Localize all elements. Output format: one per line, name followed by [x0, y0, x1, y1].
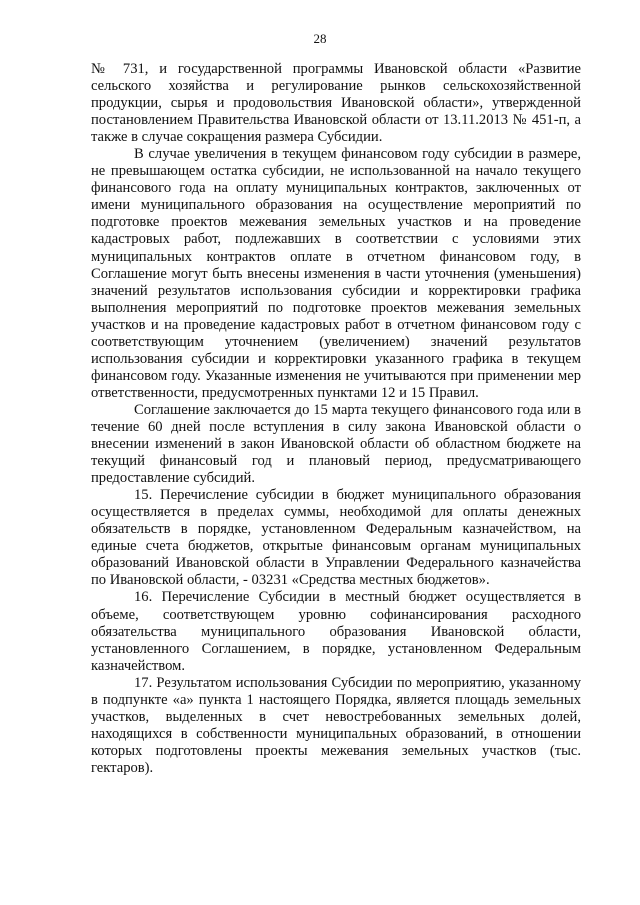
paragraph-agreement-deadline: Соглашение заключается до 15 марта текущего финансового года или в течение 60 дней после вступления в силу закона Ивановской области о внесении изменений в закон Ивановской области об областном бюджете на текущий финансовый год и плановый период, предусматривающего предоставление субсидий.: [91, 401, 581, 487]
paragraph-subsidy-increase: В случае увеличения в текущем финансовом году субсидии в размере, не превышающем остатка субсидии, не использованной на начало текущего финансового года на оплату муниципальных контрактов, заключенных от имени муниципального образования на осуществление мероприятий по подготовке проектов межевания земельных участков и на проведение кадастровых работ, подлежавших в соответствии с условиями этих муниципальных контрактов оплате в отчетном финансовом году, в Соглашение могут быть внесены изменения в части уточнения (уменьшения) значений результатов использования субсидии и корректировки графика выполнения мероприятий по подготовке проектов межевания земельных участков и на проведение кадастровых работ в отчетном финансовом году с соответствующим уточнением (увеличением) значений результатов использования субсидии и корректировки указанного графика в текущем финансовом году. Указанные изменения не учитываются при применении мер ответственности, предусмотренных пунктами 12 и 15 Правил.: [91, 146, 581, 401]
paragraph-item-17: 17. Результатом использования Субсидии по мероприятию, указанному в подпункте «а» пункта 1 настоящего Порядка, является площадь земельных участков, выделенных в счет невостребованных земельных долей, находящихся в собственности муниципальных образований, в отношении которых подготовлены проекты межевания земельных участков (тыс. гектаров).: [91, 674, 581, 776]
page-number: 28: [313, 31, 327, 46]
paragraph-item-15: 15. Перечисление субсидии в бюджет муниципального образования осуществляется в пределах суммы, необходимой для оплаты денежных обязательств в порядке, установленном Федеральным казначейством, на единые счета бюджетов, открытые финансовым органам муниципальных образований Ивановской области в Управлении Федерального казначейства по Ивановской области, - 03231 «Средства местных бюджетов».: [91, 487, 581, 589]
paragraph-continuation: № 731, и государственной программы Ивановской области «Развитие сельского хозяйства и регулирование рынков сельскохозяйственной продукции, сырья и продовольствия Ивановской области», утвержденной постановлением Правительства Ивановской области от 13.11.2013 № 451-п, а также в случае сокращения размера Субсидии.: [91, 61, 581, 146]
document-body: [91, 61, 581, 777]
paragraph-item-16: 16. Перечисление Субсидии в местный бюджет осуществляется в объеме, соответствующем уровню софинансирования расходного обязательства муниципального образования Ивановской области, установленного Соглашением, в порядке, установленном Федеральным казначейством.: [91, 589, 581, 674]
